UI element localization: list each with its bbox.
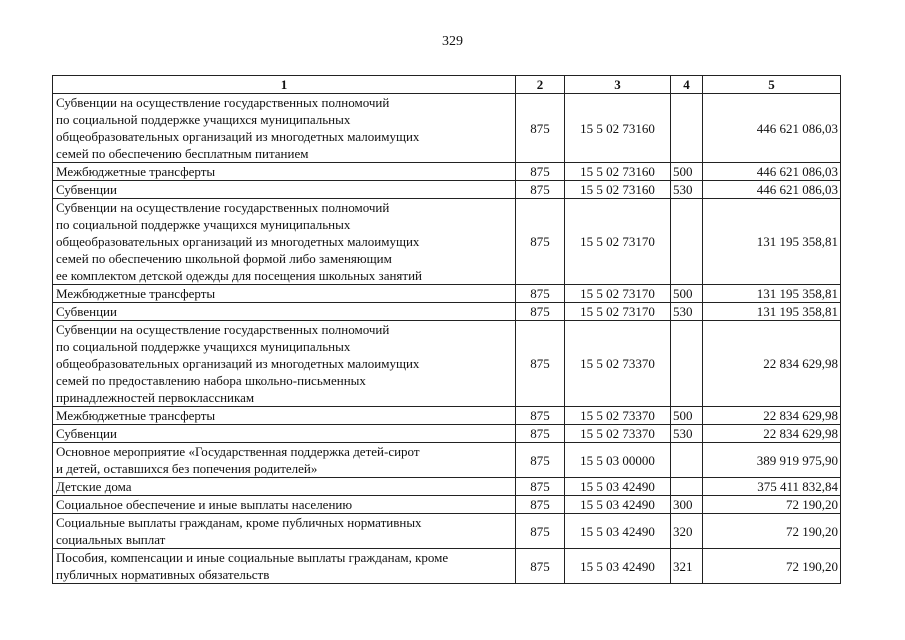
row-target-article-cell (565, 514, 671, 549)
row-expense-type-cell (671, 425, 703, 443)
row-expense-type-text: 530 (673, 426, 693, 441)
row-ministry-code-text: 875 (530, 356, 550, 371)
row-ministry-code-cell (516, 199, 565, 285)
row-target-article-cell (565, 478, 671, 496)
row-target-article-cell (565, 199, 671, 285)
table-row (53, 303, 841, 321)
row-name-text: Межбюджетные трансферты (56, 408, 216, 423)
row-amount-text: 22 834 629,98 (763, 356, 838, 371)
row-expense-type-text: 300 (673, 497, 693, 512)
table-row (53, 94, 841, 163)
row-ministry-code-text: 875 (530, 286, 550, 301)
row-ministry-code-cell (516, 514, 565, 549)
row-ministry-code-text: 875 (530, 182, 550, 197)
row-name-text: Межбюджетные трансферты (56, 164, 216, 179)
row-name-text: Субвенции (56, 304, 117, 319)
row-ministry-code-cell (516, 425, 565, 443)
table-row (53, 514, 841, 549)
row-expense-type-text: 530 (673, 304, 693, 319)
row-expense-type-cell (671, 163, 703, 181)
row-name-text: Пособия, компенсации и иные социальные выплаты гражданам, кроме публичных нормативных обязательств (56, 550, 449, 582)
table-row (53, 549, 841, 584)
row-amount-cell (703, 303, 841, 321)
row-target-article-cell (565, 407, 671, 425)
table-row (53, 496, 841, 514)
row-target-article-text: 15 5 02 73170 (580, 234, 655, 249)
row-expense-type-cell (671, 199, 703, 285)
table-row (53, 199, 841, 285)
row-ministry-code-text: 875 (530, 234, 550, 249)
row-target-article-cell (565, 285, 671, 303)
row-target-article-text: 15 5 03 42490 (580, 558, 655, 574)
table-row (53, 443, 841, 478)
row-expense-type-cell (671, 285, 703, 303)
row-target-article-text: 15 5 02 73370 (580, 356, 655, 371)
row-target-article-cell (565, 549, 671, 584)
row-name-cell (53, 303, 516, 321)
row-expense-type-cell (671, 181, 703, 199)
row-target-article-text: 15 5 02 73370 (580, 408, 655, 423)
row-amount-text: 72 190,20 (786, 558, 838, 574)
header-col-1: 1 (53, 76, 516, 94)
row-ministry-code-cell (516, 303, 565, 321)
row-ministry-code-text: 875 (530, 304, 550, 319)
row-ministry-code-text: 875 (530, 558, 550, 574)
row-expense-type-text: 500 (673, 286, 693, 301)
table-row (53, 407, 841, 425)
row-amount-text: 72 190,20 (786, 523, 838, 539)
row-name-text: Субвенции (56, 426, 117, 441)
row-target-article-text: 15 5 02 73160 (580, 120, 655, 136)
row-amount-text: 131 195 358,81 (756, 286, 838, 301)
row-name-cell (53, 496, 516, 514)
row-target-article-text: 15 5 02 73370 (580, 426, 655, 441)
row-name-cell (53, 478, 516, 496)
row-amount-text: 389 919 975,90 (756, 452, 838, 468)
page-number: 329 (442, 34, 463, 49)
row-target-article-cell (565, 496, 671, 514)
row-expense-type-text: 321 (673, 558, 693, 574)
row-amount-cell (703, 549, 841, 584)
row-ministry-code-cell (516, 407, 565, 425)
row-name-cell (53, 443, 516, 478)
row-amount-text: 22 834 629,98 (763, 408, 838, 423)
row-expense-type-cell (671, 303, 703, 321)
row-name-text: Межбюджетные трансферты (56, 286, 216, 301)
row-ministry-code-text: 875 (530, 164, 550, 179)
row-target-article-cell (565, 321, 671, 407)
row-ministry-code-text: 875 (530, 497, 550, 512)
row-expense-type-cell (671, 443, 703, 478)
row-ministry-code-text: 875 (530, 452, 550, 468)
row-amount-text: 446 621 086,03 (756, 182, 838, 197)
row-ministry-code-cell (516, 94, 565, 163)
row-target-article-text: 15 5 02 73170 (580, 304, 655, 319)
row-amount-cell (703, 285, 841, 303)
row-amount-cell (703, 181, 841, 199)
row-amount-text: 131 195 358,81 (756, 234, 838, 249)
row-expense-type-cell (671, 407, 703, 425)
row-amount-cell (703, 163, 841, 181)
row-ministry-code-cell (516, 163, 565, 181)
row-target-article-cell (565, 443, 671, 478)
row-target-article-cell (565, 425, 671, 443)
row-expense-type-cell (671, 94, 703, 163)
row-expense-type-cell (671, 496, 703, 514)
row-name-text: Субвенции на осуществление государственных полномочий по социальной поддержке учащихся муниципальных общеобразовательных организаций из многодетных малоимущих семей по предоставлению набора школьно-письменных принадлежностей первоклассникам (56, 322, 420, 405)
row-amount-text: 446 621 086,03 (756, 120, 838, 136)
row-ministry-code-text: 875 (530, 523, 550, 539)
row-ministry-code-cell (516, 549, 565, 584)
row-amount-text: 375 411 832,84 (757, 479, 838, 494)
header-col-4: 4 (671, 76, 703, 94)
row-ministry-code-text: 875 (530, 426, 550, 441)
row-ministry-code-cell (516, 478, 565, 496)
row-name-cell (53, 321, 516, 407)
row-amount-cell (703, 407, 841, 425)
budget-table (52, 75, 841, 584)
row-amount-text: 446 621 086,03 (756, 164, 838, 179)
row-amount-cell (703, 496, 841, 514)
row-name-text: Субвенции на осуществление государственных полномочий по социальной поддержке учащихся муниципальных общеобразовательных организаций из многодетных малоимущих семей по обеспечению бесплатным питанием (56, 95, 420, 161)
header-col-3: 3 (565, 76, 671, 94)
row-expense-type-cell (671, 321, 703, 407)
table-row (53, 163, 841, 181)
header-col-2: 2 (516, 76, 565, 94)
row-expense-type-cell (671, 514, 703, 549)
row-expense-type-text: 530 (673, 182, 693, 197)
row-target-article-text: 15 5 02 73160 (580, 164, 655, 179)
row-name-text: Субвенции (56, 182, 117, 197)
row-name-cell (53, 514, 516, 549)
row-name-cell (53, 425, 516, 443)
row-name-text: Основное мероприятие «Государственная поддержка детей-сирот и детей, оставшихся без попечения родителей» (56, 444, 420, 476)
row-expense-type-text: 500 (673, 408, 693, 423)
row-amount-cell (703, 478, 841, 496)
row-name-cell (53, 94, 516, 163)
row-amount-cell (703, 443, 841, 478)
row-target-article-text: 15 5 03 42490 (580, 497, 655, 512)
header-col-5: 5 (703, 76, 841, 94)
row-target-article-text: 15 5 03 00000 (580, 452, 655, 468)
row-expense-type-text: 320 (673, 523, 693, 539)
row-ministry-code-cell (516, 321, 565, 407)
table-row (53, 285, 841, 303)
row-name-cell (53, 163, 516, 181)
table-row (53, 425, 841, 443)
table-body (53, 94, 841, 584)
row-target-article-text: 15 5 02 73160 (580, 182, 655, 197)
row-target-article-text: 15 5 03 42490 (580, 479, 655, 494)
row-name-cell (53, 199, 516, 285)
table-row (53, 181, 841, 199)
row-target-article-text: 15 5 03 42490 (580, 523, 655, 539)
table-row (53, 478, 841, 496)
row-amount-text: 72 190,20 (786, 497, 838, 512)
row-expense-type-cell (671, 549, 703, 584)
row-name-text: Субвенции на осуществление государственных полномочий по социальной поддержке учащихся муниципальных общеобразовательных организаций из многодетных малоимущих семей по обеспечению школьной формой либо заменяющим ее комплектом детской одежды для посещения школьных занятий (56, 200, 422, 283)
row-target-article-cell (565, 94, 671, 163)
row-ministry-code-text: 875 (530, 479, 550, 494)
row-ministry-code-cell (516, 181, 565, 199)
row-name-cell (53, 407, 516, 425)
row-amount-text: 131 195 358,81 (756, 304, 838, 319)
row-name-text: Социальное обеспечение и иные выплаты населению (56, 497, 353, 512)
row-name-cell (53, 181, 516, 199)
row-target-article-cell (565, 303, 671, 321)
row-amount-cell (703, 199, 841, 285)
row-name-text: Детские дома (56, 479, 132, 494)
row-ministry-code-text: 875 (530, 120, 550, 136)
row-target-article-cell (565, 163, 671, 181)
row-expense-type-cell (671, 478, 703, 496)
row-amount-cell (703, 94, 841, 163)
row-ministry-code-cell (516, 285, 565, 303)
row-amount-text: 22 834 629,98 (763, 426, 838, 441)
row-amount-cell (703, 321, 841, 407)
table-row (53, 321, 841, 407)
row-ministry-code-cell (516, 443, 565, 478)
row-name-text: Социальные выплаты гражданам, кроме публичных нормативных социальных выплат (56, 515, 422, 547)
row-ministry-code-cell (516, 496, 565, 514)
row-ministry-code-text: 875 (530, 408, 550, 423)
row-target-article-text: 15 5 02 73170 (580, 286, 655, 301)
row-amount-cell (703, 425, 841, 443)
row-name-cell (53, 549, 516, 584)
row-amount-cell (703, 514, 841, 549)
row-target-article-cell (565, 181, 671, 199)
row-expense-type-text: 500 (673, 164, 693, 179)
table-header-row (53, 76, 841, 94)
row-name-cell (53, 285, 516, 303)
